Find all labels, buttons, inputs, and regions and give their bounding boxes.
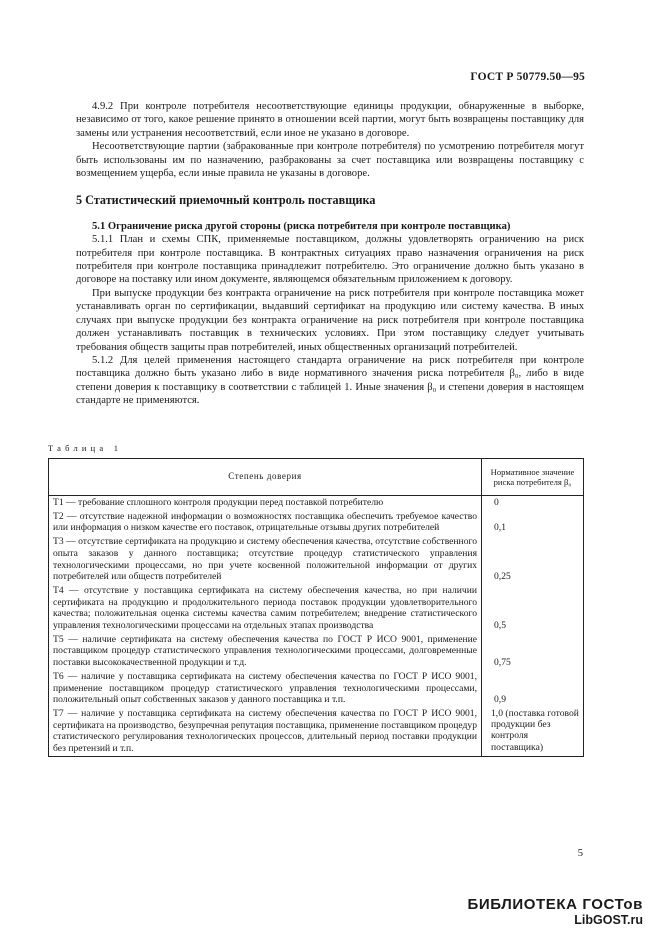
document-code: ГОСТ Р 50779.50—95 (470, 71, 585, 83)
paragraph-5-1-1: 5.1.1 План и схемы СПК, применяемые поставщиком, должны удовлетворять ограничению на риск потребителя при контроле поставщика. В контрактных ситуациях право назначения ограничения на риск потребителя при контроле поставщика принадлежит потребителю. Это ограничение должно быть указано в договоре на поставку или ином документе, являющемся обязательным приложением к договору. (76, 234, 584, 286)
confidence-table (48, 458, 584, 757)
subsection-title: 5.1 Ограничение риска другой стороны (риска потребителя при контроле поставщика) (92, 220, 511, 232)
body-text (76, 100, 584, 408)
section-title: 5 Статистический приемочный контроль поставщика (76, 193, 376, 208)
paragraph-5-1-2: 5.1.2 Для целей применения настоящего стандарта ограничение на риск потребителя при контроле поставщика должно быть указано либо в виде нормативного значения риска потребителя β₀, либо в виде степени доверия к поставщику в соответствии с таблицей 1. Иные значения β₀ и степени доверия в настоящем стандарте не применяются. (76, 354, 584, 407)
row-value: 0,9 (482, 670, 584, 707)
table-row (49, 584, 584, 633)
row-text: Т5 — наличие сертификата на систему обеспечения качества по ГОСТ Р ИСО 9001, применение поставщиком процедур статистического управления технологическими процессами, долговременные поставки высококачественной продукции и т.д. (49, 633, 482, 670)
row-value: 0 (482, 496, 584, 510)
library-watermark (467, 896, 643, 927)
row-value: 0,5 (482, 584, 584, 633)
table-row (49, 496, 584, 510)
page-number: 5 (577, 848, 583, 859)
table-row (49, 670, 584, 707)
row-text: Т7 — наличие у поставщика сертификата на систему обеспечения качества по ГОСТ Р ИСО 9001, сертификата на производство, безупречная репутация поставщика, применение поставщиком процедур статистического регулирования технологических процессов, длительный период поставки продукции без претензий и т.п. (49, 707, 482, 756)
row-value: 0,75 (482, 633, 584, 670)
table-header-row (49, 459, 584, 496)
row-text: Т6 — наличие у поставщика сертификата на систему обеспечения качества по ГОСТ Р ИСО 9001, применение поставщиком процедур статистического управления технологическими процессами, положительный опыт собственных заказов у данного поставщика и т.п. (49, 670, 482, 707)
paragraph-nonconforming-lots: Несоответствующие партии (забракованные при контроле потребителя) по усмотрению потребителя могут быть использованы им по назначению, разбракованы за счет поставщика или возвращены поставщику с возмещением ущерба, если иные правила не указаны в договоре. (76, 141, 584, 180)
watermark-url: LibGOST.ru (574, 913, 643, 927)
row-text: Т3 — отсутствие сертификата на продукцию и систему обеспечения качества, отсутствие собственного опыта заказов у данного поставщика; отсутствие процедур статистического управления технологическими процессами, но при учете косвенной положительной информации от других потребителей или обществ потребителей (49, 535, 482, 584)
watermark-title: БИБЛИОТЕКА ГОСТов (467, 896, 643, 913)
paragraph-no-contract: При выпуске продукции без контракта ограничение на риск потребителя при контроле поставщика может устанавливать орган по сертификации, выдавший сертификат на продукцию или систему качества. В иных случаях при выпуске продукции без контракта ограничение на риск потребителя при контроле поставщика должен устанавливать поставщик в технических условиях. При этом поставщику следует учитывать требования обществ защиты прав потребителей, иных общественных организаций потребителей. (76, 287, 584, 353)
paragraph-4-9-2: 4.9.2 При контроле потребителя несоответствующие единицы продукции, обнаруженные в выборке, независимо от того, какое решение принято в отношении всей партии, могут быть возвращены поставщику для замены или устранения несоответствий, если иное не указано в договоре. (76, 101, 584, 139)
table-row (49, 707, 584, 756)
column-header-confidence: Степень доверия (49, 459, 482, 496)
table-label: Таблица 1 (48, 443, 123, 453)
row-text: Т2 — отсутствие надежной информации о возможностях поставщика обеспечить требуемое качество или информация о низком качестве его поставок, отрицательные отзывы других потребителей (49, 510, 482, 535)
column-header-beta: Нормативное значение риска потребителя β₀ (482, 459, 584, 496)
row-value: 1,0 (поставка готовой продукции без контроля поставщика) (482, 707, 584, 756)
table-row (49, 535, 584, 584)
table-row (49, 510, 584, 535)
table-row (49, 633, 584, 670)
row-value: 0,25 (482, 535, 584, 584)
row-value: 0,1 (482, 510, 584, 535)
row-text: Т4 — отсутствие у поставщика сертификата на систему обеспечения качества, но при наличии сертификата на продукцию и продолжительного периода поставок продукции удовлетворительного качества; положительная оценка системы качества самим потребителем; внедрение статистического управления технологическими процессами на отдельных этапах производства (49, 584, 482, 633)
row-text: Т1 — требование сплошного контроля продукции перед поставкой потребителю (49, 496, 482, 510)
